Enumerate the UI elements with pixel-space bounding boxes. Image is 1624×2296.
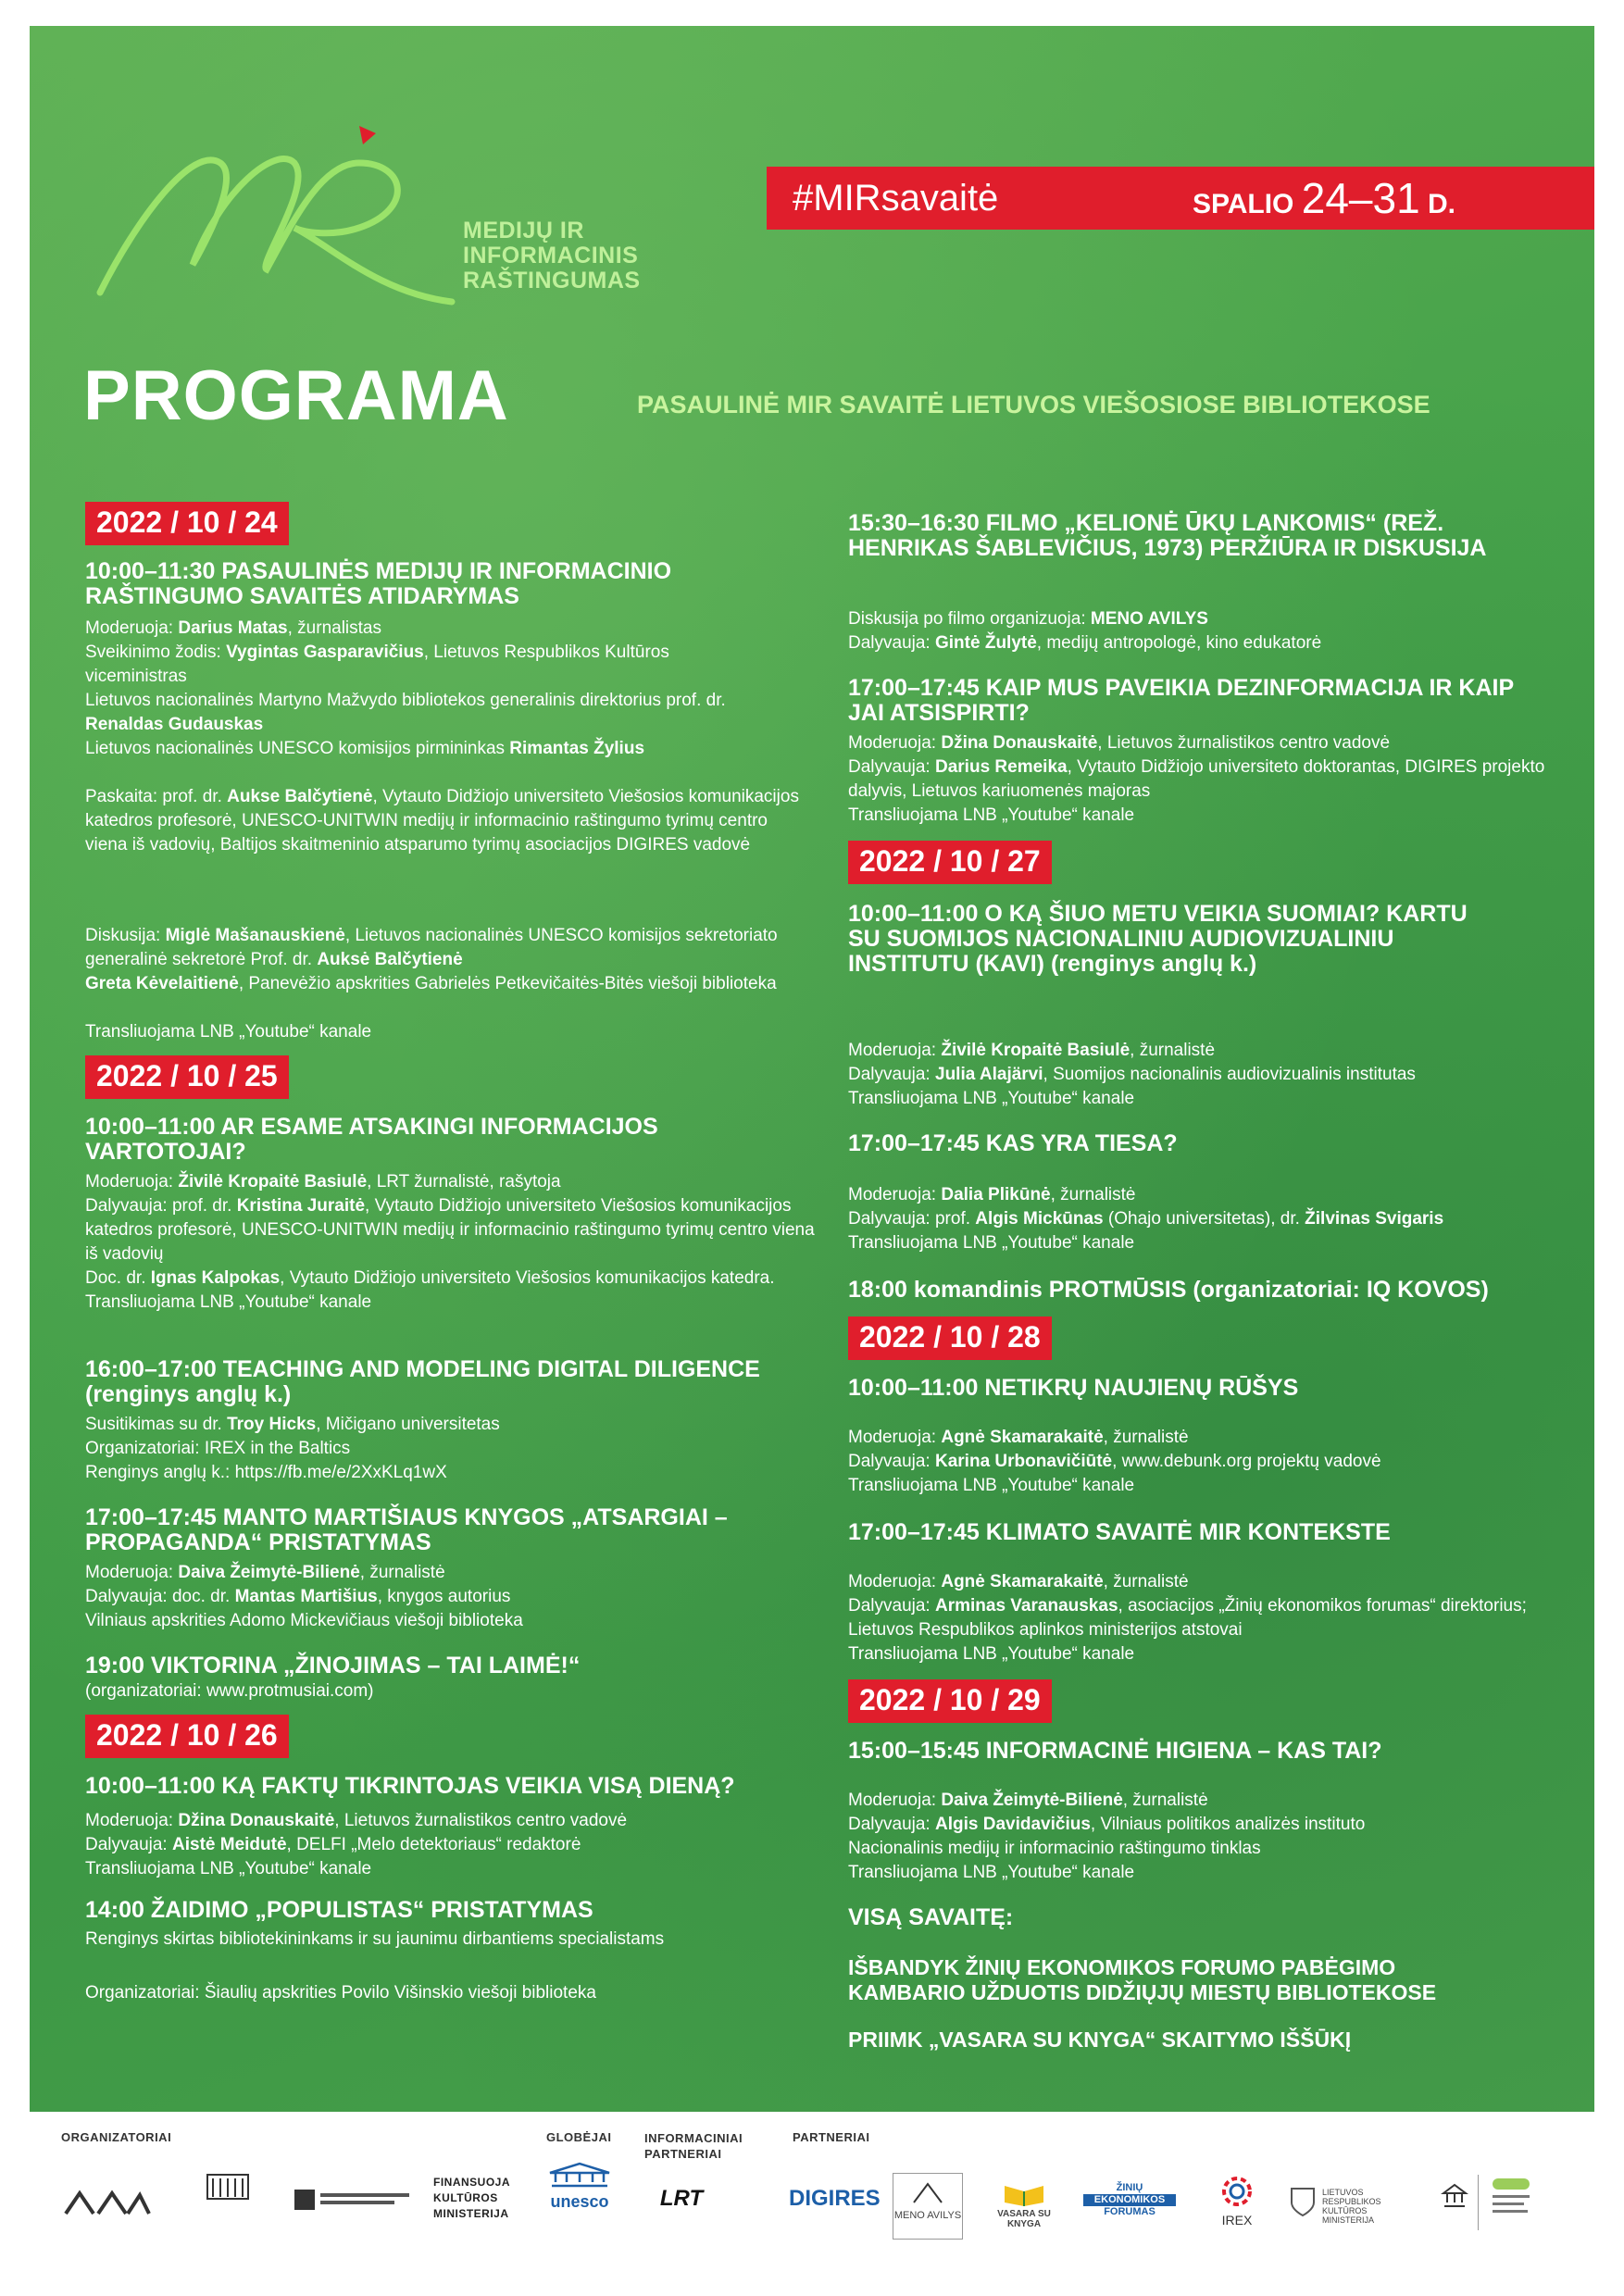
venue-note: Vilniaus apskrities Adomo Mickevičiaus viešoji biblioteka — [85, 1611, 523, 1630]
event-details — [848, 1450, 1381, 1474]
event-details — [85, 1413, 500, 1437]
unesco-temple-icon — [543, 2162, 617, 2190]
person-name: Daiva Žeimytė-Bilienė — [941, 1791, 1123, 1810]
detail-text: , žurnalistas — [287, 618, 381, 638]
detail-text: Dalyvauja: — [85, 1835, 172, 1854]
meno-avilys-icon — [909, 2179, 946, 2207]
detail-text: , asociacijos „Žinių ekonomikos forumas“ direktorius; Lietuvos Respublikos aplinkos ministerijos atstovai — [848, 1596, 1527, 1640]
detail-text: Diskusija: — [85, 926, 166, 945]
event-details — [85, 924, 807, 996]
unesco-chair-logo — [1441, 2182, 1468, 2219]
person-name: Mantas Martišius — [234, 1587, 378, 1606]
person-name: Džina Donauskaitė — [941, 733, 1098, 753]
event-details — [848, 1789, 1208, 1813]
person-name: Algis Mickūnas — [975, 1209, 1104, 1229]
event-details — [85, 1833, 581, 1857]
page-subtitle: PASAULINĖ MIR SAVAITĖ LIETUVOS VIEŠOSIOSE BIBLIOTEKOSE — [637, 391, 1430, 418]
event-title: 18:00 komandinis PROTMŪSIS (organizatoriai: IQ KOVOS) — [848, 1277, 1489, 1303]
event-details — [848, 1183, 1136, 1207]
person-name: Julia Alajärvi — [935, 1065, 1043, 1084]
logo-line-1: MEDIJŲ IR — [463, 218, 584, 243]
organizer-logo-1 — [61, 2186, 154, 2219]
poster-background — [30, 26, 1594, 2112]
event-details — [85, 1585, 510, 1609]
ministry-logo — [1289, 2188, 1409, 2225]
event-details — [848, 1039, 1215, 1063]
detail-text: Moderuoja: — [85, 1811, 179, 1830]
detail-text: Moderuoja: — [85, 1172, 179, 1192]
event-details — [848, 1570, 1189, 1594]
person-name: Živilė Kropaitė Basiulė — [941, 1041, 1131, 1060]
date-badge-29: 2022 / 10 / 29 — [848, 1679, 1052, 1723]
stream-note: Transliuojama LNB „Youtube“ kanale — [848, 1089, 1135, 1108]
person-name: Greta Kėvelaitienė — [85, 974, 239, 993]
librarians-association-logo-icon — [293, 2186, 413, 2214]
week-dates — [1193, 173, 1455, 223]
event-title: 17:00–17:45 MANTO MARTIŠIAUS KNYGOS „ATSARGIAI – PROPAGANDA“ PRISTATYMAS — [85, 1504, 728, 1555]
detail-text: , Lietuvos žurnalistikos centro vadovė — [334, 1811, 628, 1830]
detail-text: , Vytauto Didžiojo universiteto Viešosios komunikacijos katedros profesorė, UNESCO-UNITWIN medijų ir informacinio raštingumo tyrimų centro viena iš vadovių — [85, 1196, 815, 1264]
detail-text: , Lietuvos žurnalistikos centro vadovė — [1097, 733, 1391, 753]
detail-text: , Mičigano universitetas — [316, 1415, 500, 1434]
detail-text: Paskaita: prof. dr. — [85, 787, 228, 806]
person-name: Agnė Skamarakaitė — [941, 1572, 1104, 1591]
detail-text: Susitikimas su dr. — [85, 1415, 228, 1434]
mir-logo — [81, 107, 641, 348]
stream-note: Transliuojama LNB „Youtube“ kanale — [848, 1233, 1135, 1253]
person-name: Gintė Žulytė — [935, 633, 1037, 653]
irex-burst-icon — [1218, 2173, 1255, 2210]
date-badge-28: 2022 / 10 / 28 — [848, 1316, 1052, 1360]
event-details — [85, 1267, 789, 1315]
person-name: Rimantas Žylius — [509, 739, 645, 758]
coat-of-arms-icon — [1289, 2186, 1317, 2217]
stream-note: Transliuojama LNB „Youtube“ kanale — [848, 805, 1135, 825]
all-week-item: IŠBANDYK ŽINIŲ EKONOMIKOS FORUMO PABĖGIMO KAMBARIO UŽDUOTIS DIDŽIŲJŲ MIESTŲ BIBLIOTEKOSE — [848, 1955, 1437, 2004]
detail-text: , Suomijos nacionalinis audiovizualinis institutas — [1043, 1065, 1416, 1084]
detail-text: , žurnalistė — [1103, 1428, 1189, 1447]
event-title: 17:00–17:45 KAIP MUS PAVEIKIA DEZINFORMACIJA IR KAIP JAI ATSISPIRTI? — [848, 675, 1514, 726]
event-title: 10:00–11:00 NETIKRŲ NAUJIENŲ RŪŠYS — [848, 1375, 1299, 1401]
event-title: 15:00–15:45 INFORMACINĖ HIGIENA – KAS TAI? — [848, 1738, 1382, 1764]
detail-text: , www.debunk.org projektų vadovė — [1112, 1452, 1381, 1471]
event-details — [85, 1809, 627, 1833]
logo-line-3: RAŠTINGUMAS — [463, 268, 641, 293]
unitwin-logo — [1478, 2175, 1543, 2230]
detail-text: Moderuoja: — [85, 1563, 179, 1582]
date-badge-26: 2022 / 10 / 26 — [85, 1715, 289, 1758]
organizer-note: Organizatoriai: IREX in the Baltics — [85, 1439, 351, 1458]
organizer-note: (organizatoriai: www.protmusiai.com) — [85, 1681, 374, 1701]
unesco-logo — [543, 2162, 617, 2227]
event-details — [85, 785, 807, 857]
event-title: 15:30–16:30 FILMO „KELIONĖ ŪKŲ LANKOMIS“ (REŽ. HENRIKAS ŠABLEVIČIUS, 1973) PERŽIŪRA IR DISKUSIJA — [848, 510, 1487, 561]
person-name: Darius Matas — [178, 618, 288, 638]
all-week-heading: VISĄ SAVAITĘ: — [848, 1904, 1014, 1930]
lrt-logo: LRT — [659, 2186, 704, 2211]
detail-text: Dalyvauja: — [848, 757, 935, 777]
person-name: Ignas Kalpokas — [150, 1268, 281, 1288]
detail-text: Dalyvauja: — [848, 633, 935, 653]
person-name: Darius Remeika — [935, 757, 1068, 777]
detail-text: , žurnalistė — [1122, 1791, 1208, 1810]
organizer-name: MENO AVILYS — [1090, 609, 1208, 629]
event-details — [848, 731, 1390, 755]
event-details — [85, 689, 752, 737]
event-details — [85, 641, 752, 689]
date-badge-25: 2022 / 10 / 25 — [85, 1055, 289, 1099]
mir-logo-icon — [81, 107, 470, 320]
detail-text: Dalyvauja: doc. dr. — [85, 1587, 235, 1606]
event-details — [848, 1207, 1589, 1231]
detail-text: Moderuoja: — [848, 1572, 942, 1591]
digires-logo: DIGIRES — [789, 2186, 881, 2211]
vasara-su-knyga-logo — [987, 2178, 1061, 2234]
organizer-logo-2 — [181, 2171, 274, 2223]
detail-text: , LRT žurnalistė, rašytoja — [367, 1172, 561, 1192]
detail-text: , medijų antropologė, kino edukatorė — [1036, 633, 1322, 653]
detail-text: , DELFI „Melo detektoriaus“ redaktorė — [286, 1835, 581, 1854]
person-name: Renaldas Gudauskas — [85, 715, 264, 734]
event-title: 17:00–17:45 KAS YRA TIESA? — [848, 1130, 1178, 1156]
detail-text: Doc. dr. — [85, 1268, 151, 1288]
event-details — [85, 1194, 817, 1267]
irex-logo — [1209, 2173, 1265, 2238]
event-details — [85, 1561, 445, 1585]
event-details — [848, 607, 1208, 631]
event-title: 17:00–17:45 KLIMATO SAVAITĖ MIR KONTEKSTE — [848, 1519, 1391, 1545]
zinios-line-1: ŽINIŲ — [1116, 2182, 1143, 2193]
detail-text: Moderuoja: — [848, 733, 942, 753]
logo-text — [463, 218, 641, 293]
person-name: Aistė Meidutė — [172, 1835, 287, 1854]
event-link: Renginys anglų k.: https://fb.me/e/2XxKLq1wX — [85, 1463, 447, 1482]
stream-note: Transliuojama LNB „Youtube“ kanale — [85, 1022, 372, 1042]
person-name: Kristina Juraitė — [236, 1196, 366, 1216]
stream-note: Transliuojama LNB „Youtube“ kanale — [848, 1644, 1135, 1664]
zinios-line-3: FORUMAS — [1104, 2206, 1156, 2217]
date-badge-24: 2022 / 10 / 24 — [85, 502, 289, 545]
partners-label: PARTNERIAI — [793, 2130, 870, 2144]
stream-note: Transliuojama LNB „Youtube“ kanale — [848, 1476, 1135, 1495]
person-name: Aukse Balčytienė — [227, 787, 373, 806]
detail-text: Moderuoja: — [848, 1428, 942, 1447]
media-partners-line-1: INFORMACINIAI — [644, 2131, 743, 2145]
detail-text: , Lietuvos Respublikos Kultūros viceministras — [85, 643, 669, 686]
meno-avilys-logo — [893, 2173, 963, 2240]
person-name: Troy Hicks — [227, 1415, 317, 1434]
person-name: Daiva Žeimytė-Bilienė — [178, 1563, 360, 1582]
detail-text: Moderuoja: — [848, 1041, 942, 1060]
detail-text: Dalyvauja: — [848, 1815, 935, 1834]
dates-month: SPALIO — [1192, 189, 1302, 219]
funder-line-1: FINANSUOJA — [433, 2176, 511, 2189]
detail-text: , Vytauto Didžiojo universiteto doktorantas, DIGIRES projekto dalyvis, Lietuvos kariuomenės majoras — [848, 757, 1545, 801]
partners-footer — [0, 2112, 1624, 2296]
event-title: 14:00 ŽAIDIMO „POPULISTAS“ PRISTATYMAS — [85, 1897, 593, 1923]
funder-line-3: MINISTERIJA — [433, 2207, 509, 2220]
funder-label — [433, 2175, 510, 2222]
vasara-su-knyga-text: VASARA SU KNYGA — [997, 2209, 1051, 2229]
meno-avilys-text: MENO AVILYS — [893, 2210, 962, 2221]
event-details — [85, 617, 807, 641]
event-title: 10:00–11:00 KĄ FAKTŲ TIKRINTOJAS VEIKIA VISĄ DIENĄ? — [85, 1773, 735, 1799]
media-partners-line-2: PARTNERIAI — [644, 2147, 722, 2161]
event-details — [848, 755, 1580, 804]
event-details: Renginys skirtas bibliotekininkams ir su jaunimu dirbantiems specialistams — [85, 1929, 665, 1949]
national-library-logo-icon — [200, 2171, 256, 2202]
hashtag: #MIRsavaitė — [793, 177, 999, 218]
stream-note: Transliuojama LNB „Youtube“ kanale — [85, 1859, 372, 1878]
person-name: Vygintas Gasparavičius — [226, 643, 424, 662]
detail-text: Moderuoja: — [848, 1791, 942, 1810]
date-badge-27: 2022 / 10 / 27 — [848, 841, 1052, 884]
person-name: Karina Urbonavičiūtė — [935, 1452, 1113, 1471]
detail-text: (Ohajo universitetas), dr. — [1103, 1209, 1305, 1229]
ministry-text: LIETUVOS RESPUBLIKOS KULTŪROS MINISTERIJA — [1322, 2188, 1381, 2225]
funder-line-2: KULTŪROS — [433, 2191, 498, 2204]
event-details — [85, 1170, 807, 1194]
detail-text: , žurnalistė — [1130, 1041, 1216, 1060]
all-week-item: PRIIMK „VASARA SU KNYGA“ SKAITYMO IŠŠŪKĮ — [848, 2028, 1352, 2052]
detail-text: , Vytauto Didžiojo universiteto Viešosios komunikacijos katedra. Transliuojama LNB „Youtube“ kanale — [85, 1268, 775, 1312]
person-name: Živilė Kropaitė Basiulė — [178, 1172, 368, 1192]
event-title: 16:00–17:00 TEACHING AND MODELING DIGITAL DILIGENCE (renginys anglų k.) — [85, 1356, 760, 1407]
book-icon — [1001, 2178, 1047, 2206]
detail-text: Dalyvauja: — [848, 1596, 935, 1616]
date-banner — [767, 167, 1594, 230]
network-note: Nacionalinis medijų ir informacinio raštingumo tinklas — [848, 1839, 1261, 1858]
event-details — [848, 1594, 1580, 1642]
event-title: 10:00–11:00 O KĄ ŠIUO METU VEIKIA SUOMIAI? KARTU SU SUOMIJOS NACIONALINIU AUDIOVIZUALINIU INSTITUTU (KAVI) (renginys anglų k.) — [848, 901, 1468, 977]
organizers-label: ORGANIZATORIAI — [61, 2130, 172, 2144]
dates-suffix: D. — [1419, 189, 1455, 219]
page-title: PROGRAMA — [83, 356, 509, 435]
event-details — [848, 1813, 1589, 1837]
zinios-line-2: EKONOMIKOS — [1083, 2194, 1176, 2206]
detail-text: Dalyvauja: prof. dr. — [85, 1196, 237, 1216]
detail-text: , Panevėžio apskrities Gabrielės Petkevičaitės-Bitės viešoji biblioteka — [238, 974, 777, 993]
detail-text: Moderuoja: — [848, 1185, 942, 1204]
detail-text: Dalyvauja: prof. — [848, 1209, 976, 1229]
event-details — [848, 1063, 1589, 1087]
person-name: Auksė Balčytienė — [317, 950, 463, 969]
detail-text: Moderuoja: — [85, 618, 179, 638]
detail-text: Dalyvauja: — [848, 1065, 935, 1084]
event-details — [848, 631, 1321, 655]
detail-text: , Vytauto Didžiojo universiteto Viešosios komunikacijos katedros profesorė, UNESCO-UNITWIN medijų ir informacinio raštingumo tyrimų centro viena iš vadovių, Baltijos skaitmeninio atsparumo tyrimų asociacijos DIGIRES vadovė — [85, 787, 799, 855]
person-name: Žilvinas Svigaris — [1305, 1209, 1444, 1229]
unesco-chair-icon — [1441, 2182, 1468, 2210]
detail-text: , knygos autorius — [377, 1587, 511, 1606]
person-name: Algis Davidavičius — [935, 1815, 1091, 1834]
detail-text: Lietuvos nacionalinės Martyno Mažvydo bibliotekos generalinis direktorius prof. dr. — [85, 691, 726, 710]
detail-text: Diskusija po filmo organizuoja: — [848, 609, 1091, 629]
organizer-logo-3 — [293, 2186, 413, 2214]
unesco-text: unesco — [550, 2192, 609, 2211]
event-title: 10:00–11:30 PASAULINĖS MEDIJŲ IR INFORMACINIO RAŠTINGUMO SAVAITĖS ATIDARYMAS — [85, 558, 672, 609]
library-logo-icon — [61, 2186, 154, 2219]
media-partners-label — [644, 2130, 743, 2162]
detail-text: , Lietuvos nacionalinės UNESCO komisijos sekretoriato generalinė sekretorė Prof. dr. — [85, 926, 778, 969]
detail-text: , Vilniaus politikos analizės instituto — [1090, 1815, 1366, 1834]
stream-note: Transliuojama LNB „Youtube“ kanale — [848, 1863, 1135, 1882]
detail-text: Lietuvos nacionalinės UNESCO komisijos pirmininkas — [85, 739, 510, 758]
detail-text: , žurnalistė — [1050, 1185, 1136, 1204]
event-details — [848, 1426, 1189, 1450]
zinios-forum-logo — [1083, 2182, 1176, 2228]
dates-range: 24–31 — [1301, 174, 1420, 222]
event-details — [85, 737, 817, 761]
unitwin-icon — [1483, 2175, 1539, 2221]
person-name: Dalia Plikūnė — [941, 1185, 1051, 1204]
detail-text: Sveikinimo žodis: — [85, 643, 227, 662]
detail-text: , žurnalistė — [359, 1563, 445, 1582]
person-name: Džina Donauskaitė — [178, 1811, 335, 1830]
detail-text: , žurnalistė — [1103, 1572, 1189, 1591]
logo-line-2: INFORMACINIS — [463, 243, 639, 268]
detail-text: Dalyvauja: — [848, 1452, 935, 1471]
event-title: 19:00 VIKTORINA „ŽINOJIMAS – TAI LAIMĖ!“ — [85, 1653, 581, 1678]
patrons-label: GLOBĖJAI — [546, 2130, 612, 2144]
person-name: Miglė Mašanauskienė — [165, 926, 345, 945]
organizer-note: Organizatoriai: Šiaulių apskrities Povilo Višinskio viešoji biblioteka — [85, 1983, 596, 2003]
event-title: 10:00–11:00 AR ESAME ATSAKINGI INFORMACIJOS VARTOTOJAI? — [85, 1114, 658, 1165]
person-name: Agnė Skamarakaitė — [941, 1428, 1104, 1447]
person-name: Arminas Varanauskas — [935, 1596, 1118, 1616]
irex-text: IREX — [1221, 2213, 1253, 2227]
